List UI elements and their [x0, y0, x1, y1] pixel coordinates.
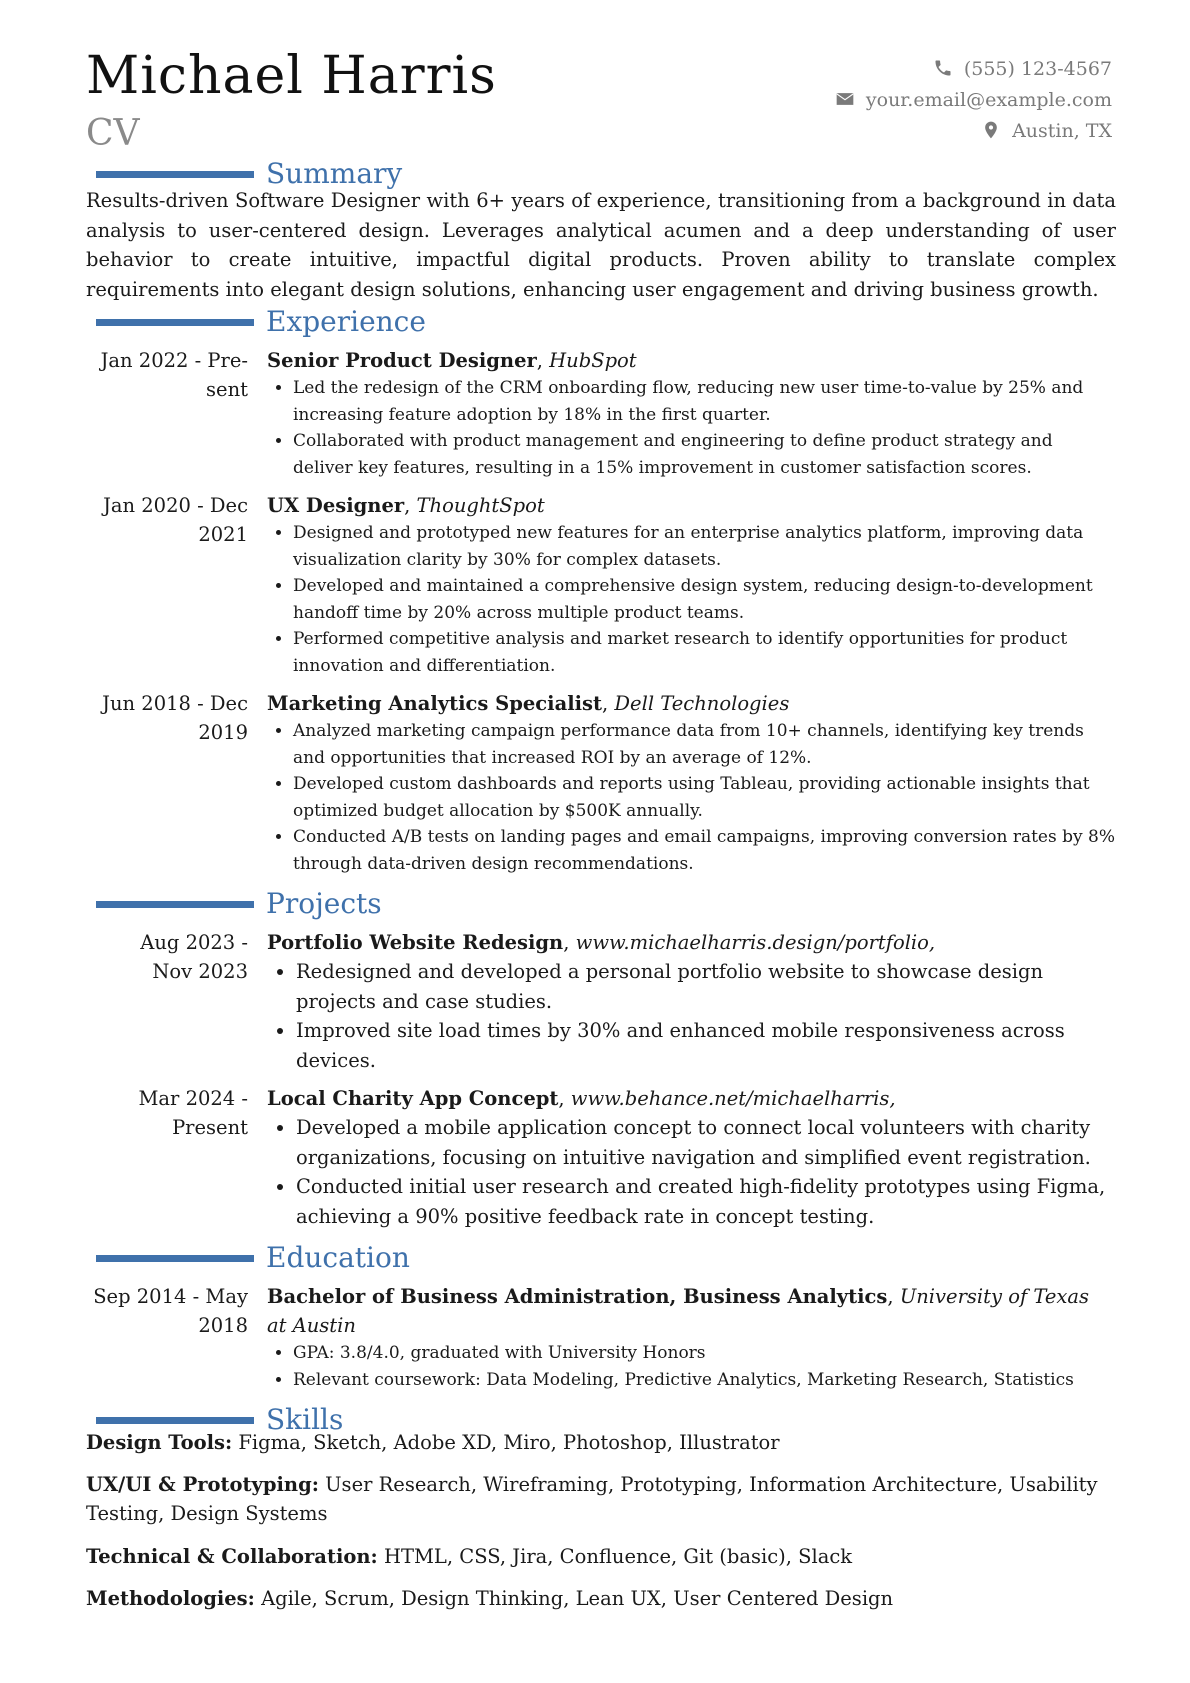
entry-title: Marketing Analytics Specialist, Dell Technologies: [267, 692, 790, 715]
date-line: 2019: [198, 721, 248, 744]
bullet-list: [267, 375, 1117, 481]
project-link[interactable]: www.behance.net/michaelharris,: [570, 1087, 896, 1110]
date-line: Nov 2023: [152, 960, 248, 983]
entry-body: [267, 689, 1117, 877]
contact-block: [834, 54, 1112, 147]
date-line: 2018: [198, 1314, 248, 1337]
skill-row: [86, 1470, 1116, 1528]
skill-row: [86, 1584, 1116, 1613]
section-accent-bar: [96, 901, 254, 908]
list-item: • Performed competitive analysis and market research to identify opportunities for product innovation and differentiation.: [293, 626, 1117, 679]
entry-body: [267, 346, 1117, 481]
phone-text: (555) 123-4567: [963, 58, 1112, 80]
summary-text: Results-driven Software Designer with 6+ years of experience, transitioning from a background in data analysis to user-centered design. Leverages analytical acumen and a deep understanding of user behavior to create intuitive, impactful digital products. Proven ability to translate complex requirements into elegant design solutions, enhancing user engagement and driving business growth.: [86, 189, 1116, 301]
list-item: • Improved site load times by 30% and enhanced mobile responsiveness across devices.: [296, 1016, 1117, 1075]
skill-row: [86, 1428, 1116, 1457]
envelope-icon: [834, 89, 856, 109]
date-line: Jun 2018 - Dec: [102, 692, 248, 715]
entry-body: [267, 928, 1117, 1075]
entry-date: [86, 491, 248, 549]
skill-value: Agile, Scrum, Design Thinking, Lean UX, User Centered Design: [261, 1587, 894, 1610]
bullet-list: [267, 520, 1117, 679]
bullet-list: [267, 957, 1117, 1075]
skill-label: Technical & Collaboration:: [86, 1545, 378, 1568]
date-line: Sep 2014 - May: [93, 1285, 248, 1308]
list-item: • Analyzed marketing campaign performance data from 10+ channels, identifying key trends and opportunities that increased ROI by an average of 12%.: [293, 718, 1117, 771]
skill-value: Figma, Sketch, Adobe XD, Miro, Photoshop, Illustrator: [238, 1431, 780, 1454]
contact-email[interactable]: [834, 85, 1112, 116]
entry-date: [86, 346, 248, 404]
section-title: Projects: [266, 887, 382, 920]
list-item: • Redesigned and developed a personal portfolio website to showcase design projects and case studies.: [296, 957, 1117, 1016]
list-item: • Designed and prototyped new features for an enterprise analytics platform, improving data visualization clarity by 30% for complex datasets.: [293, 520, 1117, 573]
entry-title: UX Designer, ThoughtSpot: [267, 494, 545, 517]
skill-value: HTML, CSS, Jira, Confluence, Git (basic), Slack: [383, 1545, 853, 1568]
degree-title: Bachelor of Business Administration, Business Analytics: [267, 1285, 888, 1308]
entry-title: Bachelor of Business Administration, Business Analytics, University of Texas: [267, 1285, 1090, 1308]
company-name: HubSpot: [549, 349, 637, 372]
document-subtitle: CV: [86, 113, 140, 154]
date-line: Aug 2023 -: [140, 931, 248, 954]
email-text[interactable]: your.email@example.com: [865, 89, 1112, 111]
contact-phone: [834, 54, 1112, 85]
list-item: • Led the redesign of the CRM onboarding flow, reducing new user time-to-value by 25% and increasing feature adoption by 18% in the first quarter.: [293, 375, 1117, 428]
project-title: Local Charity App Concept: [267, 1087, 559, 1110]
entry-date: [86, 1084, 248, 1142]
list-item: • Conducted initial user research and created high-fidelity prototypes using Figma, achieving a 90% positive feedback rate in concept testing.: [296, 1172, 1117, 1231]
section-title: Summary: [266, 157, 403, 190]
entry-title: Portfolio Website Redesign, www.michaelharris.design/portfolio,: [267, 931, 936, 954]
bullet-list: [267, 1340, 1117, 1393]
bullet-list: [267, 1113, 1117, 1231]
entry-title: Senior Product Designer, HubSpot: [267, 349, 637, 372]
date-line: sent: [206, 378, 248, 401]
section-accent-bar: [96, 1255, 254, 1262]
entry-date: [86, 689, 248, 747]
skill-label: UX/UI & Prototyping:: [86, 1473, 319, 1496]
list-item: • Developed custom dashboards and reports using Tableau, providing actionable insights that optimized budget allocation by $500K annually.: [293, 771, 1117, 824]
job-title: UX Designer: [267, 494, 405, 517]
date-line: Jan 2022 - Pre-: [100, 349, 248, 372]
job-title: Senior Product Designer: [267, 349, 537, 372]
section-title: Skills: [266, 1403, 344, 1436]
skill-value: User Research, Wireframing, Prototyping, Information Architecture, Usability Testing, Design Systems: [86, 1473, 1098, 1525]
job-title: Marketing Analytics Specialist: [267, 692, 603, 715]
company-name: Dell Technologies: [614, 692, 790, 715]
section-accent-bar: [96, 171, 254, 178]
school-name: University of Texas: [899, 1285, 1090, 1308]
section-title: Experience: [266, 305, 426, 338]
date-line: Mar 2024 -: [138, 1087, 248, 1110]
map-pin-icon: [980, 120, 1002, 140]
entry-title-continued: [267, 1311, 1117, 1340]
skill-row: [86, 1542, 1116, 1571]
entry-body: [267, 1084, 1117, 1231]
section-title: Education: [266, 1241, 410, 1274]
company-name: ThoughtSpot: [416, 494, 545, 517]
contact-location: [834, 116, 1112, 147]
list-item: • Developed a mobile application concept to connect local volunteers with charity organizations, focusing on intuitive navigation and simplified event registration.: [296, 1113, 1117, 1172]
date-line: 2021: [198, 523, 248, 546]
list-item: • Relevant coursework: Data Modeling, Predictive Analytics, Marketing Research, Statistics: [293, 1367, 1117, 1394]
project-title: Portfolio Website Redesign: [267, 931, 564, 954]
list-item: • Collaborated with product management and engineering to define product strategy and deliver key features, resulting in a 15% improvement in customer satisfaction scores.: [293, 428, 1117, 481]
list-item: • Conducted A/B tests on landing pages and email campaigns, improving conversion rates by 8% through data-driven design recommendations.: [293, 824, 1117, 877]
entry-date: [86, 1282, 248, 1340]
phone-icon: [932, 58, 954, 78]
date-line: Jan 2020 - Dec: [103, 494, 248, 517]
entry-body: [267, 1282, 1117, 1393]
date-line: Present: [172, 1116, 248, 1139]
skill-label: Design Tools:: [86, 1431, 233, 1454]
list-item: • Developed and maintained a comprehensive design system, reducing design-to-development handoff time by 20% across multiple product teams.: [293, 573, 1117, 626]
bullet-list: [267, 718, 1117, 877]
entry-title: Local Charity App Concept, www.behance.net/michaelharris,: [267, 1087, 896, 1110]
location-text: Austin, TX: [1012, 120, 1112, 142]
skill-label: Methodologies:: [86, 1587, 255, 1610]
entry-date: [86, 928, 248, 986]
section-accent-bar: [96, 1417, 254, 1424]
school-name-continued: at Austin: [267, 1314, 356, 1337]
section-accent-bar: [96, 319, 254, 326]
project-link[interactable]: www.michaelharris.design/portfolio,: [575, 931, 936, 954]
list-item: • GPA: 3.8/4.0, graduated with University Honors: [293, 1340, 1117, 1367]
entry-body: [267, 491, 1117, 679]
candidate-name: Michael Harris: [86, 46, 497, 106]
